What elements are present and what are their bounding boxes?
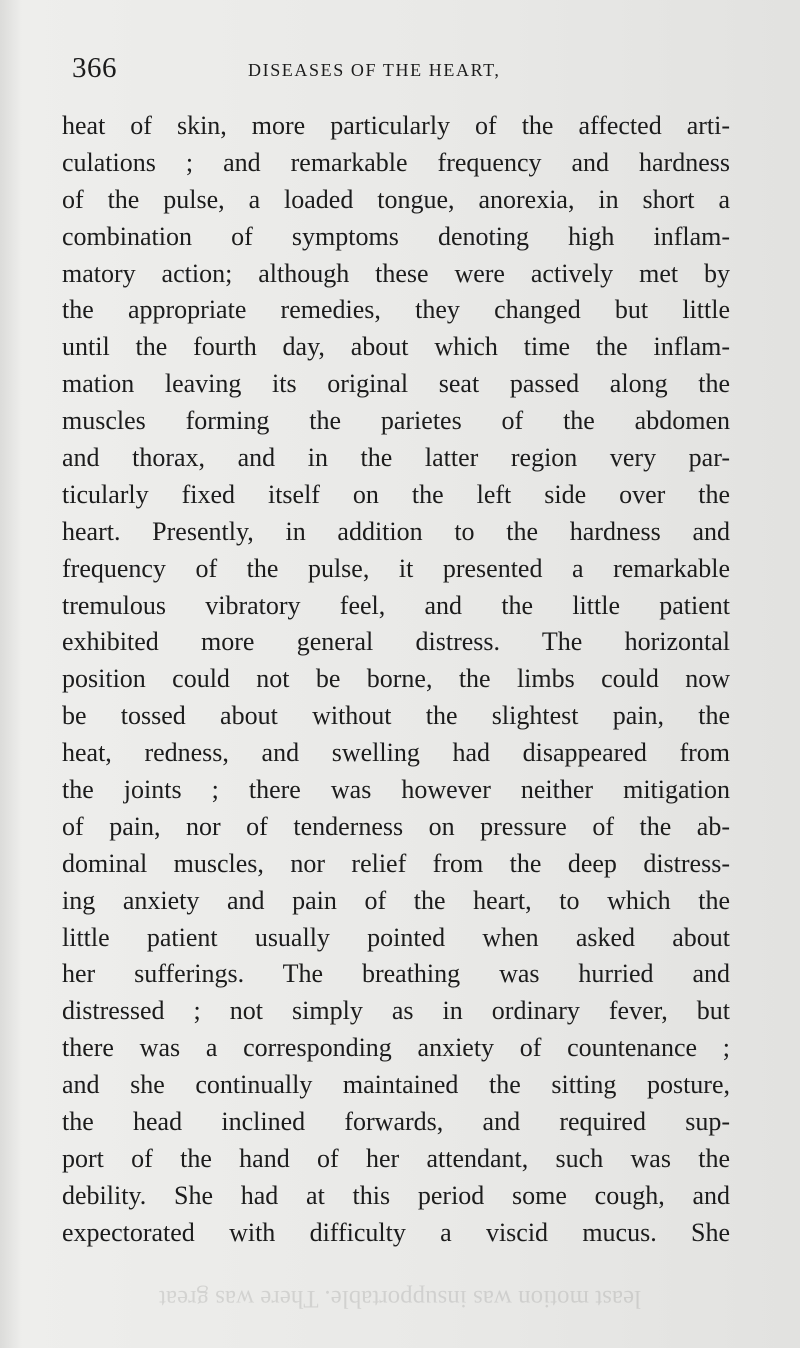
text-line: of the pulse, a loaded tongue, anorexia, in short a — [62, 184, 730, 214]
text-line: matory action; although these were actively met by — [62, 258, 730, 288]
text-line: mation leaving its original seat passed along the — [62, 369, 730, 399]
text-line: until the fourth day, about which time the inflam- — [62, 332, 730, 362]
text-line: and thorax, and in the latter region very par- — [62, 443, 730, 473]
text-line: and she continually maintained the sitting posture, — [62, 1070, 730, 1100]
text-line: distressed ; not simply as in ordinary fever, but — [62, 996, 730, 1026]
text-line: culations ; and remarkable frequency and hardness — [62, 147, 730, 177]
running-head — [72, 52, 740, 92]
text-line: debility. She had at this period some cough, and — [62, 1180, 730, 1210]
text-line: tremulous vibratory feel, and the little patient — [62, 590, 730, 620]
text-line: the head inclined forwards, and required sup- — [62, 1107, 730, 1137]
text-line: combination of symptoms denoting high inflam- — [62, 221, 730, 251]
text-line: ing anxiety and pain of the heart, to which the — [62, 885, 730, 915]
text-line: there was a corresponding anxiety of countenance ; — [62, 1033, 730, 1063]
text-line: be tossed about without the slightest pain, the — [62, 701, 730, 731]
text-line: dominal muscles, nor relief from the deep distress- — [62, 848, 730, 878]
text-line: heat, redness, and swelling had disappeared from — [62, 738, 730, 768]
body-text — [62, 108, 730, 1252]
text-line: heart. Presently, in addition to the hardness and — [62, 516, 730, 546]
text-line: the appropriate remedies, they changed but little — [62, 295, 730, 325]
show-through-text: least motion was insupportable. There was great — [158, 1285, 642, 1312]
text-line: expectorated with difficulty a viscid mucus. She — [62, 1217, 730, 1247]
text-line: port of the hand of her attendant, such was the — [62, 1143, 730, 1173]
text-line: her sufferings. The breathing was hurried and — [62, 959, 730, 989]
text-line: muscles forming the parietes of the abdomen — [62, 406, 730, 436]
text-line: exhibited more general distress. The horizontal — [62, 627, 730, 657]
text-line: frequency of the pulse, it presented a remarkable — [62, 553, 730, 583]
text-line: of pain, nor of tenderness on pressure of the ab- — [62, 811, 730, 841]
text-line: little patient usually pointed when asked about — [62, 922, 730, 952]
text-line: the joints ; there was however neither mitigation — [62, 775, 730, 805]
running-title: DISEASES OF THE HEART, — [248, 60, 501, 80]
text-line: ticularly fixed itself on the left side over the — [62, 479, 730, 509]
text-line: position could not be borne, the limbs could now — [62, 664, 730, 694]
page-number: 366 — [72, 52, 117, 84]
text-line: heat of skin, more particularly of the affected arti- — [62, 111, 730, 140]
